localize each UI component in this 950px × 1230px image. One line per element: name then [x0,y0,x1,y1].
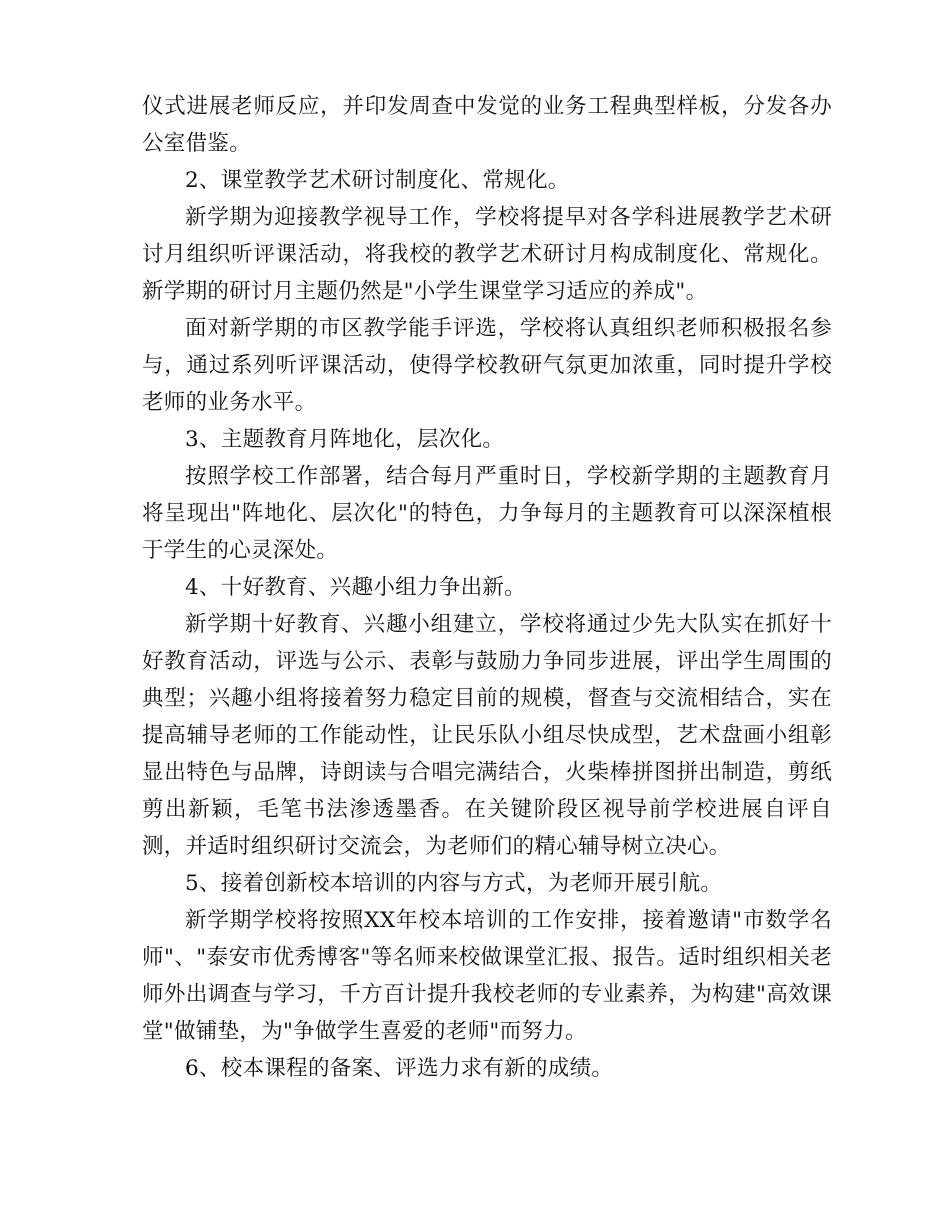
paragraph: 面对新学期的市区教学能手评选，学校将认真组织老师积极报名参与，通过系列听评课活动，使得学校教研气氛更加浓重，同时提升学校老师的业务水平。 [142,316,832,415]
section-heading-6: 6、校本课程的备案、评选力求有新的成绩。 [185,1056,614,1081]
section-heading-3: 3、主题教育月阵地化，层次化。 [185,427,505,452]
section-heading-5: 5、接着创新校本培训的内容与方式，为老师开展引航。 [185,871,723,896]
section-heading-4: 4、十好教育、兴趣小组力争出新。 [185,575,526,600]
paragraph: 新学期十好教育、兴趣小组建立，学校将通过少先大队实在抓好十好教育活动，评选与公示、表彰与鼓励力争同步进展，评出学生周围的典型；兴趣小组将接着努力稳定目前的规模，督查与交流相结合，实在提高辅导老师的工作能动性，让民乐队小组尽快成型，艺术盘画小组彰显出特色与品牌，诗朗读与合唱完满结合，火柴棒拼图拼出制造，剪纸剪出新颖，毛笔书法渗透墨香。在关键阶段区视导前学校进展自评自测，并适时组织研讨交流会，为老师们的精心辅导树立决心。 [142,612,832,859]
paragraph-continuation: 仪式进展老师反应，并印发周查中发觉的业务工程典型样板，分发各办公室借鉴。 [142,94,832,156]
paragraph: 新学期为迎接教学视导工作，学校将提早对各学科进展教学艺术研讨月组织听评课活动，将我校的教学艺术研讨月构成制度化、常规化。新学期的研讨月主题仍然是"小学生课堂学习适应的养成"。 [142,205,832,304]
section-heading-2: 2、课堂教学艺术研讨制度化、常规化。 [185,168,570,193]
paragraph: 新学期学校将按照XX年校本培训的工作安排，接着邀请"市数学名师"、"泰安市优秀博客"等名师来校做课堂汇报、报告。适时组织相关老师外出调查与学习，千方百计提升我校老师的专业素养，为构建"高效课堂"做铺垫，为"争做学生喜爱的老师"而努力。 [142,908,832,1044]
document-body [142,88,832,1087]
paragraph: 按照学校工作部署，结合每月严重时日，学校新学期的主题教育月将呈现出"阵地化、层次化"的特色，力争每月的主题教育可以深深植根于学生的心灵深处。 [142,464,832,563]
